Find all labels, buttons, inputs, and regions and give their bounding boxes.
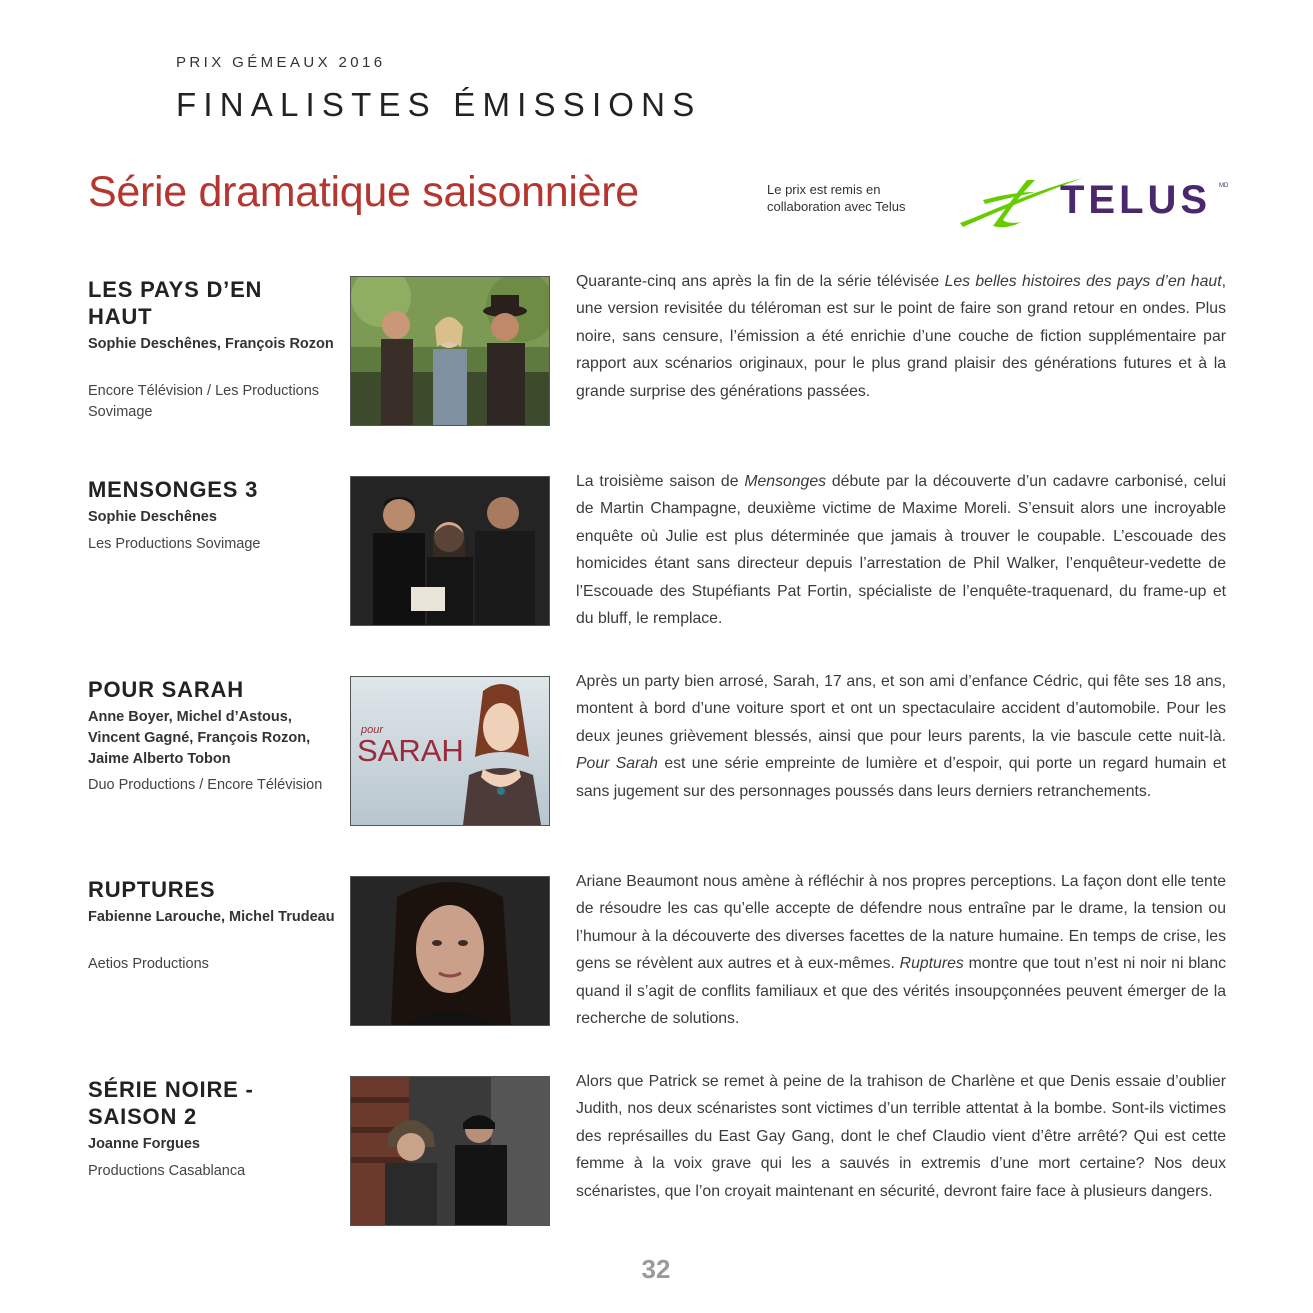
- show-photo: [350, 476, 550, 626]
- show-title: POUR SARAH: [88, 677, 244, 702]
- publication-kicker: PRIX GÉMEAUX 2016: [176, 54, 386, 71]
- show-photo: [350, 676, 550, 826]
- show-photo: [350, 1076, 550, 1226]
- category-title: Série dramatique saisonnière: [88, 168, 639, 216]
- show-title: MENSONGES 3: [88, 477, 259, 502]
- show-description: Quarante-cinq ans après la fin de la série télévisée Les belles histoires des pays d’en haut, une version revisitée du téléroman est sur le point de faire son grand retour en ondes. Plus noire, sans censure, l’émission a été enrichie d’une couche de fiction supplémentaire par rapport aux scénarios originaux, pour le plus grand plaisir des générations futures et à la grande surprise des générations passées.: [576, 273, 1226, 400]
- production-company: Productions Casablanca: [88, 1163, 246, 1179]
- production-company: Aetios Productions: [88, 956, 209, 972]
- producers: Sophie Deschênes: [88, 509, 217, 525]
- finalist-entry: [0, 473, 1313, 656]
- show-description: La troisième saison de Mensonges débute par la découverte d’un cadavre carbonisé, celui de Martin Champagne, deuxième victime de Maxime Moreli. S’ensuit alors une incroyable enquête où Julie est plus déterminée que jamais à trouver le coupable. L’escouade des homicides étant sans directeur depuis l’arrestation de Phil Walker, l’enquêteur-vedette de l’Escouade des Stupéfiants Pat Fortin, spécialiste de l’enquête-traquenard, du frame-up et du bluff, le remplace.: [576, 473, 1226, 628]
- telus-wordmark: TELUS: [1060, 178, 1212, 222]
- page-title: FINALISTES ÉMISSIONS: [176, 86, 702, 123]
- production-company: Les Productions Sovimage: [88, 536, 261, 552]
- title-card-big-text: SARAH: [357, 733, 464, 768]
- page-number: 32: [641, 1254, 671, 1284]
- producers: Fabienne Larouche, Michel Trudeau: [88, 909, 335, 925]
- sponsor-note: Le prix est remis en collaboration avec Telus: [767, 182, 906, 214]
- production-company: Encore Télévision / Les Productions Sovimage: [88, 383, 320, 420]
- finalist-entry: [0, 673, 1313, 856]
- producers: Sophie Deschênes, François Rozon: [88, 336, 334, 352]
- producers: Anne Boyer, Michel d’Astous, Vincent Gagné, François Rozon, Jaime Alberto Tobon: [88, 709, 311, 767]
- show-title: SÉRIE NOIRE - SAISON 2: [88, 1077, 254, 1129]
- finalist-entry: [0, 1073, 1313, 1256]
- telus-trademark: MD: [1219, 183, 1229, 189]
- telus-logo: [955, 170, 1235, 232]
- show-title: LES PAYS D’EN HAUT: [88, 277, 263, 329]
- show-photo: [350, 876, 550, 1026]
- show-description: Ariane Beaumont nous amène à réfléchir à nos propres perceptions. La façon dont elle tente de résoudre les cas qu’elle accepte de défendre nous entraîne par le drame, la tension ou l’humour à la découverte des diverses facettes de la nature humaine. En temps de crise, les gens se révèlent aux autres et à eux-mêmes. Ruptures montre que tout n’est ni noir ni blanc quand il s’agit de conflits familiaux et que des vérités insoupçonnées peuvent émerger de la recherche de solutions.: [576, 873, 1226, 1028]
- title-card-small-text: pour: [361, 724, 384, 736]
- show-description: Alors que Patrick se remet à peine de la trahison de Charlène et que Denis essaie d’oublier Judith, nos deux scénaristes sont victimes d’un terrible attentat à la bombe. Sont-ils victimes des représailles du East Gay Gang, dont le chef Claudio vient d’être arrêté? Qui est cette femme à la voix grave qui les a sauvés in extremis d’une mort certaine? Nos deux scénaristes, que l’on croyait maintenant en sécurité, devront faire face à plusieurs dangers.: [576, 1073, 1226, 1200]
- show-photo: [350, 276, 550, 426]
- finalist-entry: [0, 873, 1313, 1056]
- finalist-entry: [0, 273, 1313, 456]
- producers: Joanne Forgues: [88, 1136, 200, 1152]
- show-description: Après un party bien arrosé, Sarah, 17 ans, et son ami d’enfance Cédric, qui fête ses 18 ans, montent à bord d’une voiture sport et ont un spectaculaire accident d’automobile. Pour les deux jeunes grièvement blessés, ainsi que pour leurs parents, la vie bascule cette nuit-là. Pour Sarah est une série empreinte de lumière et d’espoir, qui porte un regard humain et sans jugement sur des personnages poussés dans leurs derniers retranchements.: [576, 673, 1226, 800]
- production-company: Duo Productions / Encore Télévision: [88, 777, 323, 793]
- show-title: RUPTURES: [88, 877, 216, 902]
